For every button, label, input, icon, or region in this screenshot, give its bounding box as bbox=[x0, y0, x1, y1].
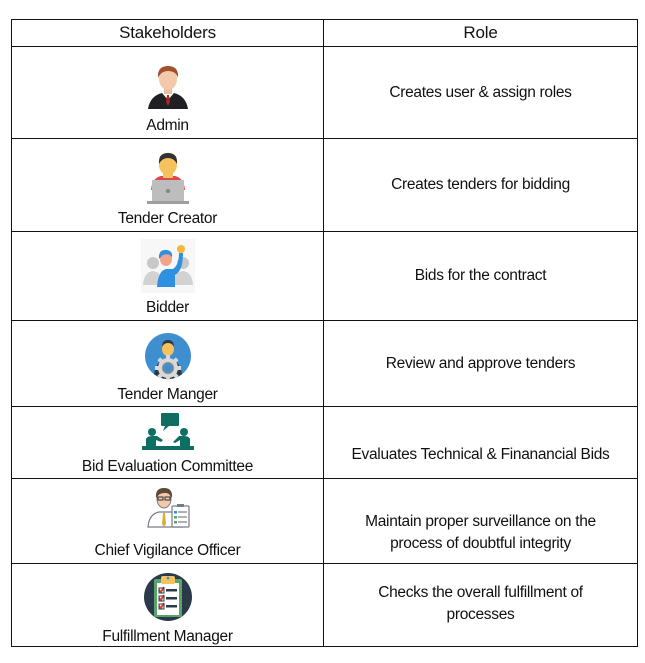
table-row bbox=[12, 47, 638, 139]
person-laptop-icon bbox=[143, 150, 193, 206]
stakeholder-cell bbox=[12, 407, 324, 479]
stakeholder-cell bbox=[12, 479, 324, 564]
table-row bbox=[12, 139, 638, 232]
stakeholder-name: Admin bbox=[146, 116, 189, 134]
officer-clipboard-icon bbox=[145, 486, 191, 528]
stakeholder-name: Fulfillment Manager bbox=[102, 627, 233, 645]
bidder-raised-hand-icon bbox=[141, 239, 195, 293]
header-stakeholders: Stakeholders bbox=[12, 20, 324, 47]
stakeholder-name: Tender Manger bbox=[117, 385, 218, 403]
table-row bbox=[12, 232, 638, 321]
stakeholder-cell bbox=[12, 321, 324, 407]
role-cell: Evaluates Technical & Finanancial Bids bbox=[324, 407, 638, 479]
header-role: Role bbox=[324, 20, 638, 47]
role-cell: Creates user & assign roles bbox=[324, 47, 638, 139]
stakeholders-table bbox=[11, 19, 638, 647]
stakeholder-name: Bid Evaluation Committee bbox=[81, 457, 254, 475]
stakeholder-name: Tender Creator bbox=[117, 209, 218, 227]
role-cell bbox=[324, 564, 638, 647]
role-line: processes bbox=[446, 606, 515, 623]
role-cell bbox=[324, 479, 638, 564]
stakeholder-cell bbox=[12, 139, 324, 232]
role-line: Maintain proper surveillance on the bbox=[365, 513, 596, 530]
stakeholder-cell bbox=[12, 232, 324, 321]
table-row bbox=[12, 321, 638, 407]
checklist-clipboard-icon bbox=[143, 572, 193, 622]
stakeholder-name: Bidder bbox=[145, 298, 189, 316]
role-line: process of doubtful integrity bbox=[390, 535, 571, 552]
table-row bbox=[12, 479, 638, 564]
role-cell: Bids for the contract bbox=[324, 232, 638, 321]
table-row bbox=[12, 564, 638, 647]
admin-person-icon bbox=[144, 62, 192, 110]
stakeholder-name: Chief Vigilance Officer bbox=[94, 541, 241, 559]
role-cell: Creates tenders for bidding bbox=[324, 139, 638, 232]
role-line: Checks the overall fulfillment of bbox=[378, 584, 583, 601]
stakeholder-cell bbox=[12, 564, 324, 647]
table-row bbox=[12, 407, 638, 479]
manager-gear-icon bbox=[144, 332, 192, 380]
committee-meeting-icon bbox=[141, 412, 195, 452]
header-row bbox=[12, 20, 638, 47]
stakeholder-cell bbox=[12, 47, 324, 139]
role-cell: Review and approve tenders bbox=[324, 321, 638, 407]
